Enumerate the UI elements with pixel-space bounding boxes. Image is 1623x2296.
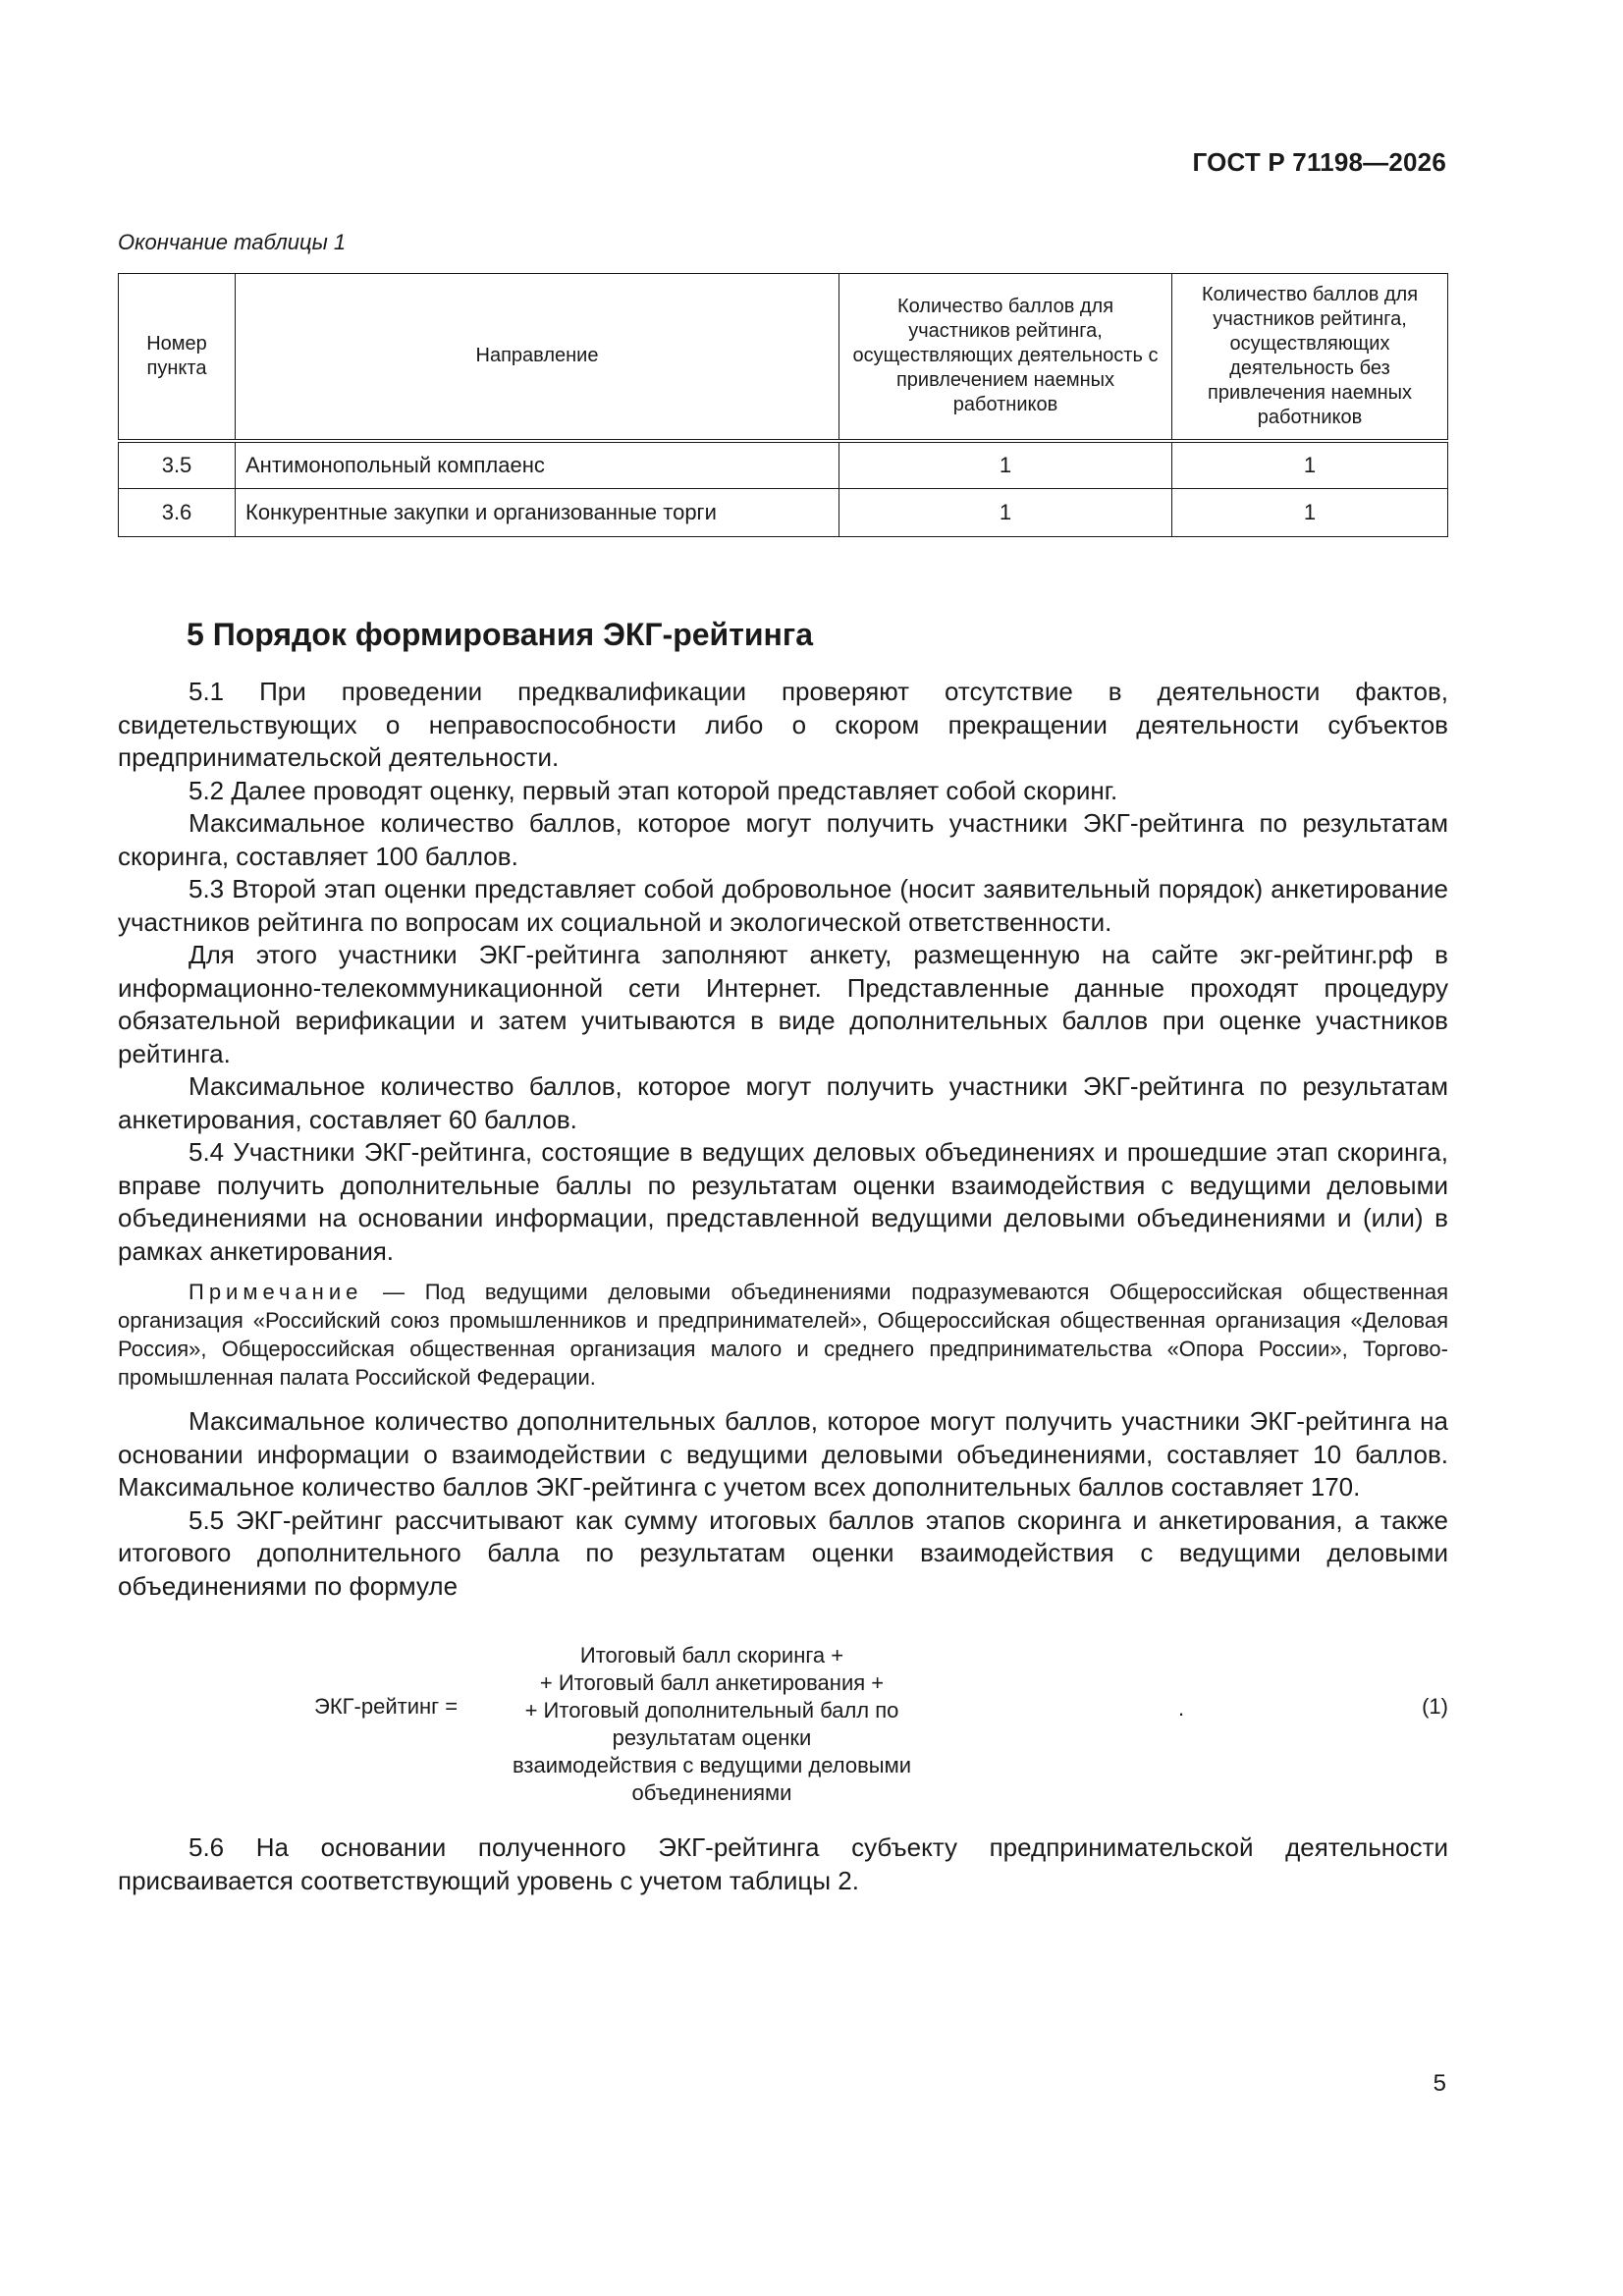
section-body — [118, 676, 1448, 1897]
cell-direction: Антимонопольный комплаенс — [236, 441, 839, 489]
formula-line: взаимодействия с ведущими деловыми объединениями — [512, 1753, 911, 1805]
paragraph: Для этого участники ЭКГ-рейтинга заполняют анкету, размещенную на сайте экг-рейтинг.рф в информационно-телекоммуникационной сети Интернет. Представленные данные проходят процедуру обязательной верификации и затем учитываются в виде дополнительных баллов при оценке участников рейтинга. — [118, 940, 1448, 1068]
cell-number: 3.6 — [119, 489, 236, 537]
cell-points-with-employees: 1 — [839, 489, 1172, 537]
formula-line: + Итоговый балл анкетирования + — [539, 1670, 885, 1695]
paragraph: 5.5 ЭКГ-рейтинг рассчитывают как сумму итоговых баллов этапов скоринга и анкетирования, а также итогового дополнительного балла по результатам оценки взаимодействия с ведущими деловыми объединениями по формуле — [118, 1504, 1448, 1601]
formula-lhs: ЭКГ-рейтинг = — [314, 1694, 459, 1719]
paragraph: Максимальное количество баллов, которое могут получить участники ЭКГ-рейтинга по результатам анкетирования, составляет 60 баллов. — [118, 1071, 1448, 1134]
paragraph: Максимальное количество дополнительных баллов, которое могут получить участники ЭКГ-рейтинга на основании информации о взаимодействии с ведущими деловыми объединениями, составляет 10 баллов. Максимальное количество баллов ЭКГ-рейтинга с учетом всех дополнительных баллов составляет 170. — [118, 1406, 1448, 1502]
note-label: Примечание — [189, 1280, 363, 1304]
paragraph: 5.2 Далее проводят оценку, первый этап которой представляет собой скоринг. — [189, 775, 1118, 805]
col-header-without-employees: Количество баллов для участников рейтинга, осуществляющих деятельность без привлечения наемных работников — [1172, 274, 1448, 441]
cell-direction: Конкурентные закупки и организованные торги — [236, 489, 839, 537]
section-title: 5 Порядок формирования ЭКГ-рейтинга — [187, 617, 813, 652]
paragraph: 5.4 Участники ЭКГ-рейтинга, состоящие в ведущих деловых объединениях и прошедшие этап скоринга, вправе получить дополнительные баллы по результатам оценки взаимодействия с ведущими деловыми объединениями на основании информации, представленной ведущими деловыми объединениями и (или) в рамках анкетирования. — [118, 1137, 1448, 1266]
table-row — [119, 489, 1448, 537]
page-number: 5 — [1433, 2070, 1446, 2097]
col-header-number: Номер пункта — [119, 274, 236, 441]
cell-points-with-employees: 1 — [839, 441, 1172, 489]
note — [118, 1278, 1448, 1392]
formula-line: + Итоговый дополнительный балл по результатам оценки — [524, 1698, 899, 1750]
points-table — [118, 273, 1448, 537]
table-row — [119, 441, 1448, 489]
note-text: — Под ведущими деловыми объединениями подразумеваются Общероссийская общественная организация «Российский союз промышленников и предпринимателей», Общероссийская общественная организация «Деловая Россия», Общероссийская общественная организация малого и среднего предпринимательства «Опора России», Торгово-промышленная палата Российской Федерации. — [118, 1280, 1448, 1390]
paragraph: 5.6 На основании полученного ЭКГ-рейтинга субъекту предпринимательской деятельности присваивается соответствующий уровень с учетом таблицы 2. — [118, 1832, 1448, 1895]
table-caption: Окончание таблицы 1 — [118, 230, 347, 254]
table-header-row — [119, 274, 1448, 441]
formula-number: (1) — [1422, 1694, 1448, 1719]
cell-points-without-employees: 1 — [1172, 489, 1448, 537]
cell-number: 3.5 — [119, 441, 236, 489]
standard-code: ГОСТ Р 71198—2026 — [1192, 147, 1446, 177]
paragraph: 5.3 Второй этап оценки представляет собой добровольное (носит заявительный порядок) анкетирование участников рейтинга по вопросам их социальной и экологической ответственности. — [118, 874, 1448, 937]
formula-line: Итоговый балл скоринга + — [579, 1643, 844, 1667]
col-header-with-employees: Количество баллов для участников рейтинга, осуществляющих деятельность с привлечением наемных работников — [839, 274, 1172, 441]
col-header-direction: Направление — [236, 274, 839, 441]
formula-1 — [118, 1634, 1448, 1805]
formula-trailing-dot: . — [1178, 1696, 1185, 1721]
cell-points-without-employees: 1 — [1172, 441, 1448, 489]
formula-rhs — [496, 1642, 928, 1807]
paragraph: 5.1 При проведении предквалификации проверяют отсутствие в деятельности фактов, свидетельствующих о неправоспособности либо о скором прекращении деятельности субъектов предпринимательской деятельности. — [118, 677, 1448, 772]
paragraph: Максимальное количество баллов, которое могут получить участники ЭКГ-рейтинга по результатам скоринга, составляет 100 баллов. — [118, 808, 1448, 871]
